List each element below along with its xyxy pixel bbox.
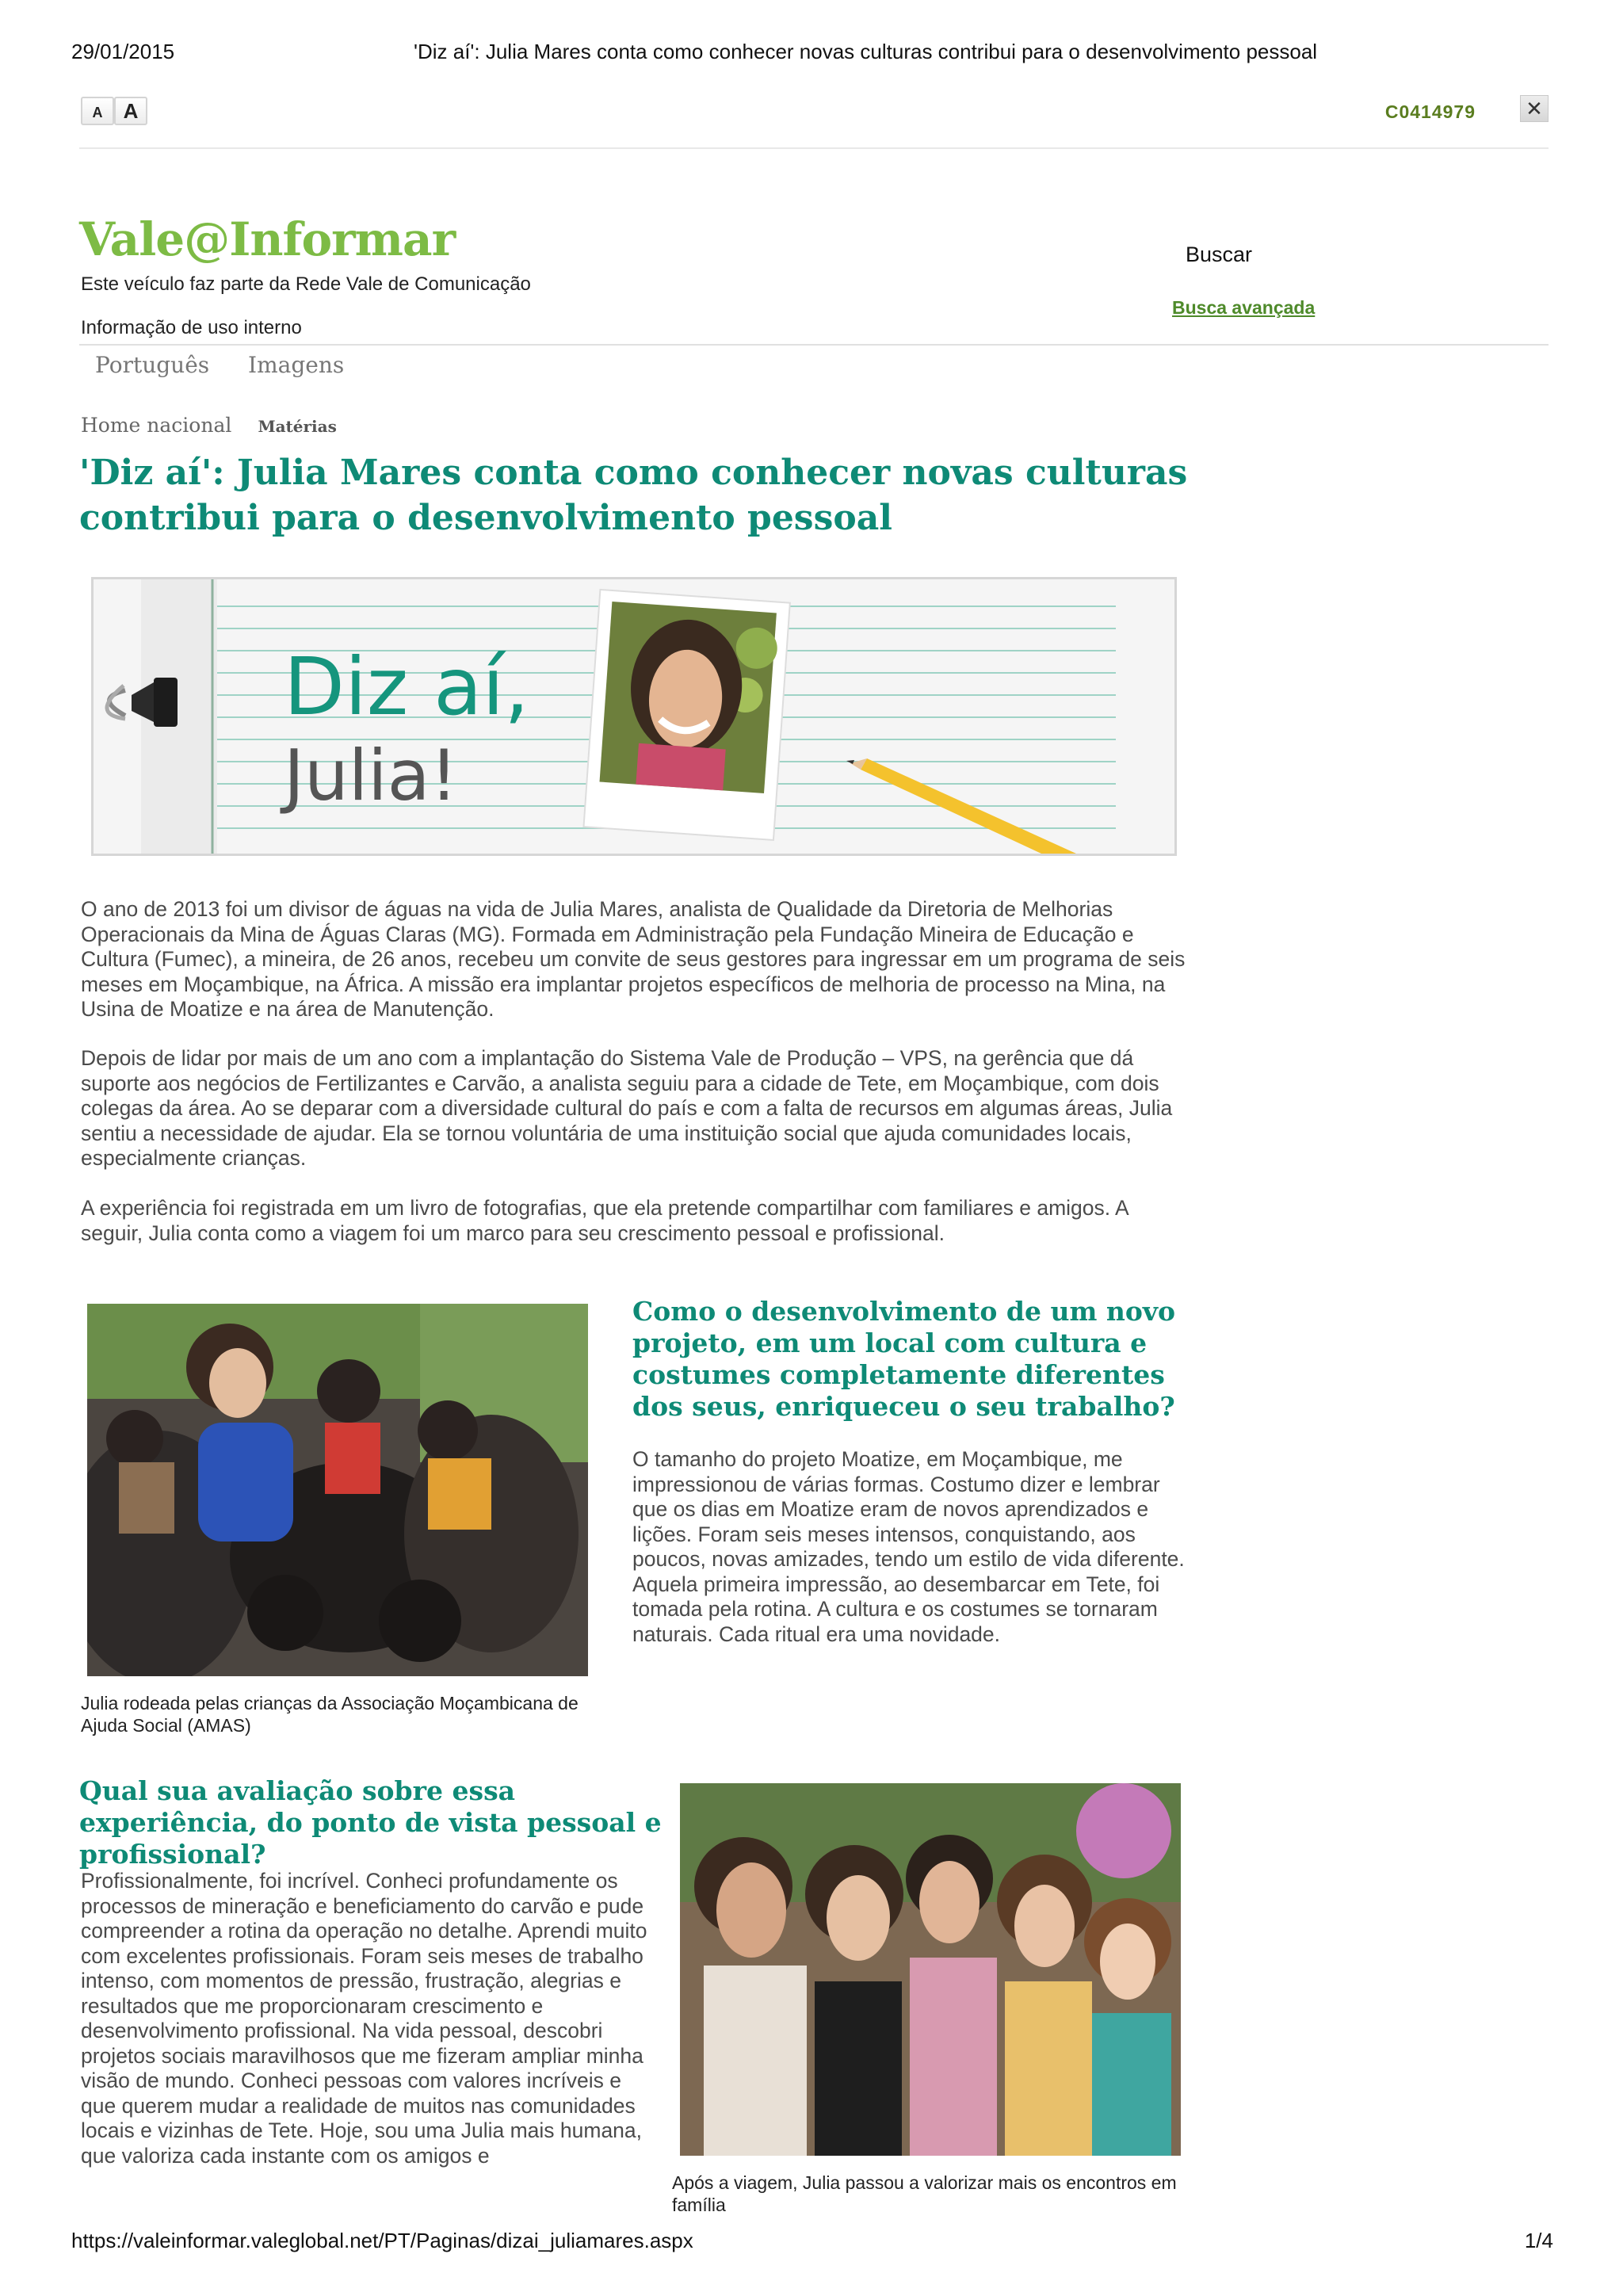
internal-use-notice: Informação de uso interno [81,317,302,338]
increase-font-button[interactable]: A [114,97,147,125]
print-header [71,40,1553,71]
decrease-font-button[interactable]: A [81,97,114,125]
breadcrumb-home[interactable]: Home nacional [81,414,232,437]
page-count: 1/4 [1524,2229,1553,2252]
photo-family [680,1783,1181,2156]
document-code: C0414979 [1384,101,1476,122]
polaroid-photo [583,590,789,840]
print-url: https://valeinformar.valeglobal.net/PT/Paginas/dizai_juliamares.aspx [71,2229,693,2252]
photo1-caption: Julia rodeada pelas crianças da Associação Moçambicana de Ajuda Social (AMAS) [81,1693,579,1736]
intro-paragraph-3: A experiência foi registrada em um livro de fotografias, que ela pretende compartilhar com familiares e amigos. A seguir, Julia conta como a viagem foi um marco para seu crescimento pessoal e profissional. [81,1196,1128,1245]
photo2-caption: Após a viagem, Julia passou a valorizar mais os encontros em família [672,2172,1177,2215]
breadcrumb [81,414,337,437]
advanced-search-link[interactable]: Busca avançada [1172,297,1316,318]
article-title: 'Diz aí': Julia Mares conta como conhecer novas culturas contribui para o desenvolvimento pessoal [79,453,1188,538]
site-logo[interactable]: Vale@Informar [79,212,456,266]
banner-subheading: Julia! [284,735,458,816]
answer-1: O tamanho do projeto Moatize, em Moçambique, me impressionou de várias formas. Costumo dizer e lembrar que os dias em Moatize eram de novos aprendizados e lições. Foram seis meses intensos, conquistando, aos poucos, novas amizades, tendo um estilo de vida diferente. Aquela primeira impressão, ao desembarcar em Tete, foi tomada pela rotina. A cultura e os costumes se tornaram naturais. Cada ritual era uma novidade. [632,1447,1185,1646]
close-icon[interactable]: ✕ [1520,95,1549,122]
language-nav [95,352,376,378]
nav-images[interactable]: Imagens [248,352,345,378]
site-tagline: Este veículo faz parte da Rede Vale de Comunicação [81,273,531,295]
question-2: Qual sua avaliação sobre essa experiência, do ponto de vista pessoal e profissional? [79,1775,662,1870]
toolbar [79,94,1549,149]
answer-2: Profissionalmente, foi incrível. Conheci profundamente os processos de mineração e beneficiamento do carvão e pude compreender a rotina da operação no detalhe. Aprendi muito com excelentes profissionais. Foram seis meses de trabalho intenso, com momentos de pressão, frustração, alegrias e resultados que me proporcionaram crescimento e desenvolvimento profissional. Na vida pessoal, descobri projetos sociais maravilhosos que me fizeram ampliar minha visão de mundo. Conheci pessoas com valores incríveis e que querem mudar a realidade de muitos nas comunidades locais e vizinhas de Tete. Hoje, sou uma Julia mais humana, que valoriza cada instante com os amigos e [81,1869,647,2168]
banner-heading: Diz aí, [284,640,529,733]
search-button[interactable]: Buscar [1186,243,1253,266]
intro-paragraph-2: Depois de lidar por mais de um ano com a implantação do Sistema Vale de Produção – VPS, na gerência que dá suporte aos negócios de Fertilizantes e Carvão, a analista seguiu para a cidade de Tete, em Moçambique, com dois colegas da área. Ao se deparar com a diversidade cultural do país e com a falta de recursos em algumas áreas, Julia sentiu a necessidade de ajudar. Ela se tornou voluntária de uma instituição social que ajuda comunidades locais, especialmente crianças. [81,1046,1173,1170]
header-divider [79,344,1549,346]
breadcrumb-current[interactable]: Matérias [258,417,337,436]
print-title: 'Diz aí': Julia Mares conta como conhecer novas culturas contribui para o desenvolvimento pessoal [414,40,1318,63]
print-date: 29/01/2015 [71,40,175,63]
banner-illustration [94,579,1174,854]
question-1: Como o desenvolvimento de um novo projeto, em um local com cultura e costumes completamente diferentes dos seus, enriqueceu o seu trabalho? [632,1296,1176,1422]
intro-paragraph-1: O ano de 2013 foi um divisor de águas na vida de Julia Mares, analista de Qualidade da Diretoria de Melhorias Operacionais da Mina de Águas Claras (MG). Formada em Administração pela Fundação Mineira de Educação e Cultura (Fumec), a mineira, de 26 anos, recebeu um convite de seus gestores para ingressar em um programa de seis meses em Moçambique, na África. A missão era implantar projetos específicos de melhoria de processo na Mina, na Usina de Moatize e na área de Manutenção. [81,897,1186,1021]
article-banner [91,577,1177,856]
photo-julia-with-children [87,1304,588,1676]
nav-language-portuguese[interactable]: Português [95,352,210,378]
